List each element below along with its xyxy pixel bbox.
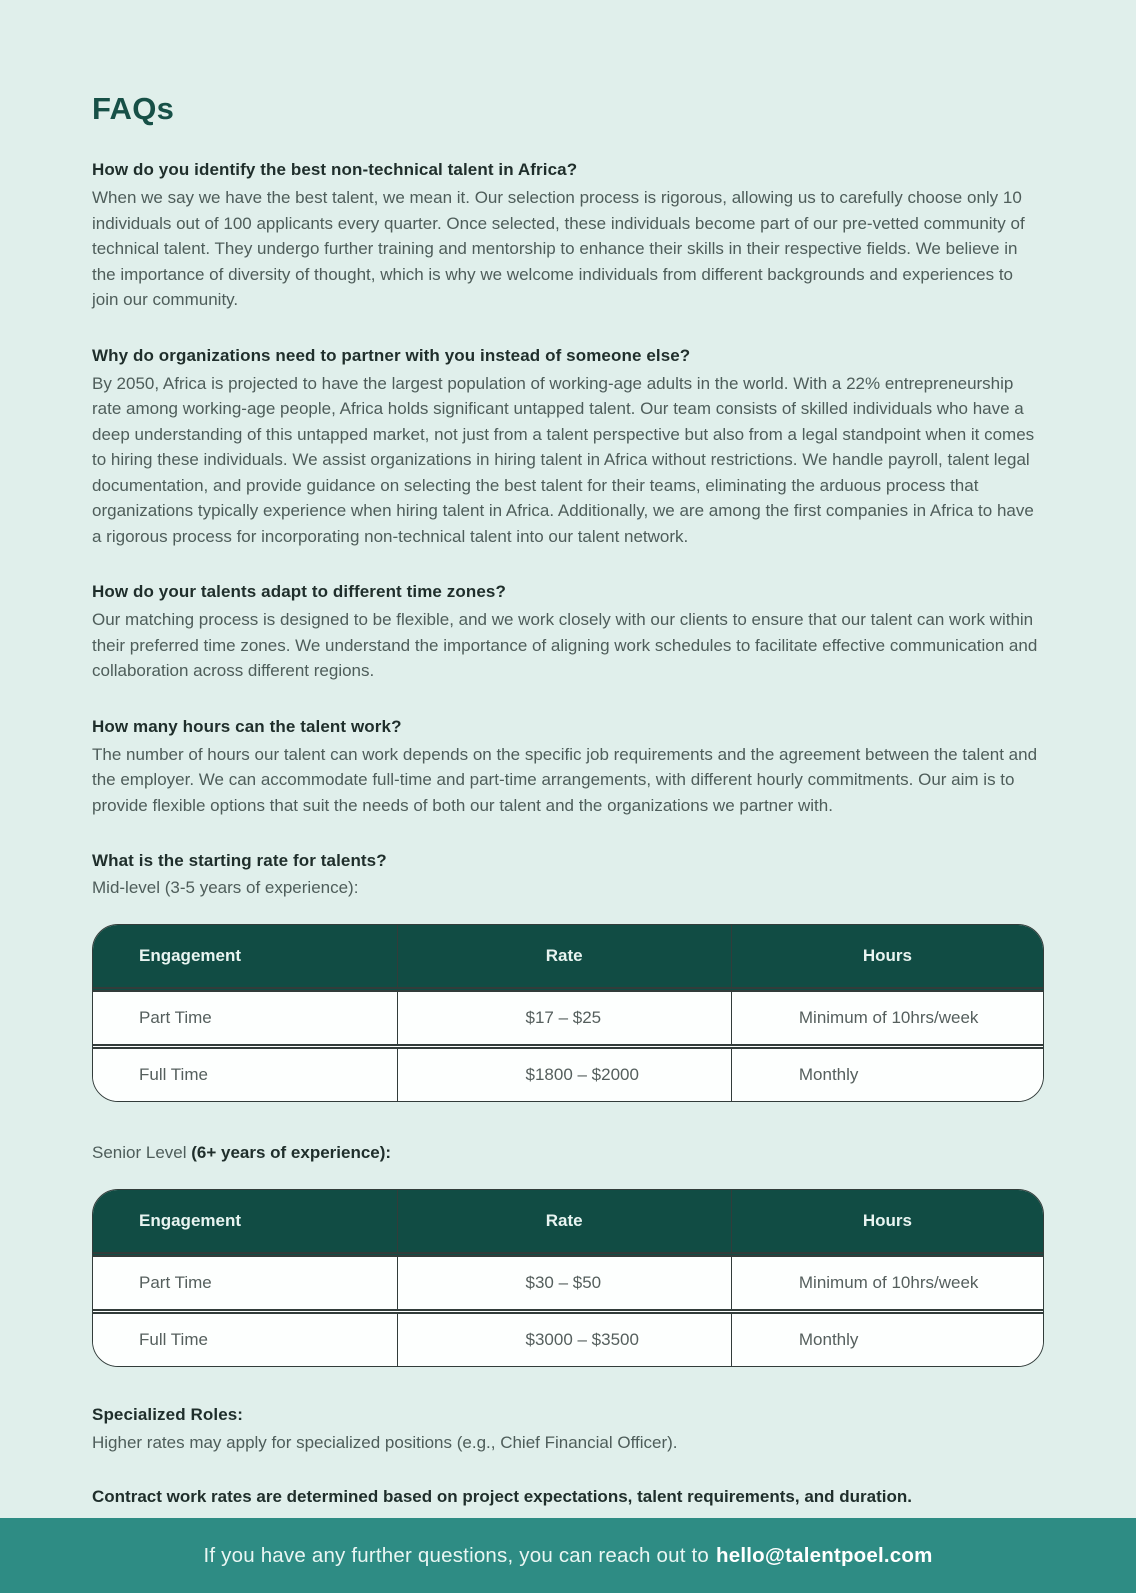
- faq-item: [92, 346, 1044, 550]
- faq-item: [92, 717, 1044, 819]
- faq-item: [92, 582, 1044, 684]
- rate-cell: $30 – $50: [397, 1255, 731, 1312]
- column-header-hours: Hours: [731, 1190, 1043, 1255]
- column-header-engagement: Engagement: [93, 1190, 397, 1255]
- engagement-cell: Full Time: [93, 1047, 397, 1102]
- footer-email-link[interactable]: hello@talentpoel.com: [716, 1543, 933, 1567]
- senior-level-rate-table: [92, 1189, 1044, 1367]
- mid-level-label: Mid-level (3-5 years of experience):: [92, 878, 359, 897]
- faq-question: How do your talents adapt to different time zones?: [92, 582, 506, 601]
- rate-cell: $3000 – $3500: [397, 1312, 731, 1367]
- hours-cell: Monthly: [731, 1312, 1043, 1367]
- hours-cell: Minimum of 10hrs/week: [731, 1255, 1043, 1312]
- column-header-rate: Rate: [397, 925, 731, 990]
- rate-cell: $1800 – $2000: [397, 1047, 731, 1102]
- faq-question: How many hours can the talent work?: [92, 716, 402, 736]
- hours-cell: Minimum of 10hrs/week: [731, 990, 1043, 1047]
- page-title: FAQs: [92, 91, 175, 126]
- senior-level-label: [92, 1143, 1044, 1163]
- table-row: [93, 1255, 1043, 1312]
- faq-content: [92, 0, 1044, 1507]
- faq-item: [92, 160, 1044, 313]
- rate-cell: $17 – $25: [397, 990, 731, 1047]
- table-row: [93, 1312, 1043, 1367]
- faq-answer: When we say we have the best talent, we mean it. Our selection process is rigorous, allowing us to carefully choose only 10 individuals out of 100 applicants every quarter. Once selected, these individuals become part of our pre-vetted community of technical talent. They undergo further training and mentorship to enhance their skills in their respective fields. We believe in the importance of diversity of thought, which is why we welcome individuals from different backgrounds and experiences to join our community.: [92, 188, 1025, 309]
- faq-answer: The number of hours our talent can work depends on the specific job requirements and the agreement between the talent and the employer. We can accommodate full-time and part-time arrangements, with different hourly commitments. Our aim is to provide flexible options that suit the needs of both our talent and the organizations we partner with.: [92, 744, 1038, 815]
- column-header-rate: Rate: [397, 1190, 731, 1255]
- rates-section: [92, 851, 1044, 1367]
- faq-question: What is the starting rate for talents?: [92, 851, 387, 870]
- contract-note: Contract work rates are determined based on project expectations, talent requirements, and duration.: [92, 1486, 912, 1506]
- table-row: [93, 1047, 1043, 1102]
- engagement-cell: Full Time: [93, 1312, 397, 1367]
- specialized-roles-text: Higher rates may apply for specialized positions (e.g., Chief Financial Officer).: [92, 1433, 678, 1452]
- senior-level-label-prefix: Senior Level: [92, 1143, 192, 1162]
- faq-answer: By 2050, Africa is projected to have the largest population of working-age adults in the world. With a 22% entrepreneurship rate among working-age people, Africa holds significant untapped talent. Our team consists of skilled individuals who have a deep understanding of this untapped market, not just from a talent perspective but also from a legal standpoint when it comes to hiring these individuals. We assist organizations in hiring talent in Africa without restrictions. We handle payroll, talent legal documentation, and provide guidance on selecting the best talent for their teams, eliminating the arduous process that organizations typically experience when hiring talent in Africa. Additionally, we are among the first companies in Africa to have a rigorous process for incorporating non-technical talent into our talent network.: [92, 373, 1035, 546]
- mid-level-rate-table: [92, 924, 1044, 1102]
- specialized-roles-section: [92, 1405, 1044, 1456]
- column-header-hours: Hours: [731, 925, 1043, 990]
- hours-cell: Monthly: [731, 1047, 1043, 1102]
- faq-question: How do you identify the best non-technical talent in Africa?: [92, 160, 578, 179]
- faq-question: Why do organizations need to partner with you instead of someone else?: [92, 345, 691, 365]
- specialized-roles-heading: Specialized Roles:: [92, 1405, 244, 1424]
- senior-level-label-bold: (6+ years of experience):: [191, 1143, 392, 1162]
- footer-bar: [0, 1518, 1136, 1593]
- table-header-row: [93, 925, 1043, 990]
- table-header-row: [93, 1190, 1043, 1255]
- engagement-cell: Part Time: [93, 990, 397, 1047]
- footer-text: If you have any further questions, you can reach out to: [203, 1543, 710, 1567]
- column-header-engagement: Engagement: [93, 925, 397, 990]
- faq-answer: Our matching process is designed to be flexible, and we work closely with our clients to ensure that our talent can work within their preferred time zones. We understand the importance of aligning work schedules to facilitate effective communication and collaboration across different regions.: [92, 610, 1038, 680]
- table-row: [93, 990, 1043, 1047]
- engagement-cell: Part Time: [93, 1255, 397, 1312]
